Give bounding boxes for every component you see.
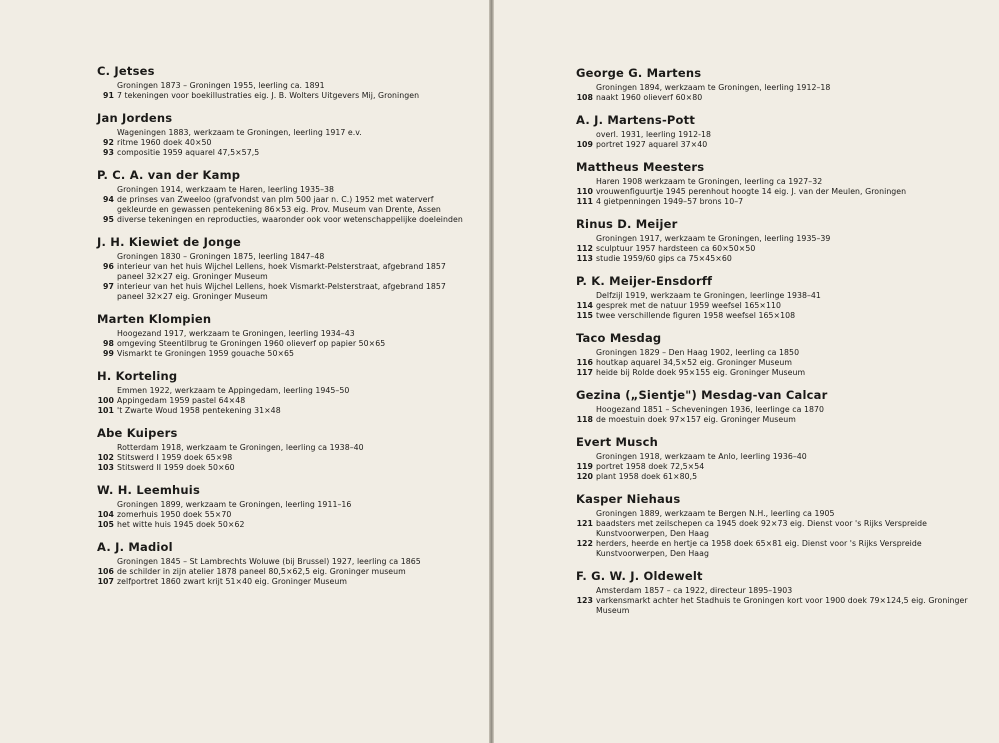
work-item <box>97 282 473 302</box>
work-item <box>576 187 979 197</box>
work-description: heide bij Rolde doek 95×155 eig. Groninger Museum <box>596 368 806 377</box>
work-number: 98 <box>103 339 114 348</box>
work-item <box>97 453 473 463</box>
artist-name: W. H. Leemhuis <box>97 483 200 497</box>
work-item <box>97 339 473 349</box>
artist-name: Taco Mesdag <box>576 331 662 345</box>
work-item <box>97 510 473 520</box>
work-item <box>576 311 979 321</box>
work-item <box>576 519 979 539</box>
work-number: 96 <box>103 262 114 271</box>
artist-bio: Groningen 1899, werkzaam te Groningen, leerling 1911–16 <box>117 500 352 509</box>
work-description: 't Zwarte Woud 1958 pentekening 31×48 <box>117 406 281 415</box>
work-number: 107 <box>97 577 114 586</box>
work-item <box>97 148 473 158</box>
artist-bio: Groningen 1894, werkzaam te Groningen, leerling 1912–18 <box>596 83 831 92</box>
artist-name: A. J. Madiol <box>97 540 173 554</box>
catalog-entry <box>576 388 979 435</box>
work-description: naakt 1960 olieverf 60×80 <box>596 93 703 102</box>
work-description: Stitswerd I 1959 doek 65×98 <box>117 453 233 462</box>
work-item <box>97 520 473 530</box>
work-number: 109 <box>576 140 593 149</box>
work-description: portret 1927 aquarel 37×40 <box>596 140 708 149</box>
catalog-entry <box>576 217 979 274</box>
artist-name: J. H. Kiewiet de Jonge <box>97 235 242 249</box>
work-description: interieur van het huis Wijchel Lellens, hoek Vismarkt-Pelsterstraat, afgebrand 1857 paneel 32×27 eig. Groninger Museum <box>117 262 446 281</box>
artist-bio: Groningen 1914, werkzaam te Haren, leerling 1935–38 <box>117 185 335 194</box>
work-description: sculptuur 1957 hardsteen ca 60×50×50 <box>596 244 756 253</box>
work-description: twee verschillende figuren 1958 weefsel 165×108 <box>596 311 796 320</box>
work-description: compositie 1959 aquarel 47,5×57,5 <box>117 148 260 157</box>
catalog-entry <box>576 331 979 388</box>
work-item <box>576 539 979 559</box>
catalog-entry <box>576 435 979 492</box>
work-item <box>576 472 979 482</box>
catalog-entry <box>97 168 473 235</box>
work-number: 95 <box>103 215 114 224</box>
work-number: 99 <box>103 349 114 358</box>
catalog-entry <box>576 569 979 626</box>
work-description: baadsters met zeilschepen ca 1945 doek 92×73 eig. Dienst voor 's Rijks Verspreide Kunstvoorwerpen, Den Haag <box>596 519 927 538</box>
left-page <box>0 0 489 743</box>
artist-bio: Groningen 1829 – Den Haag 1902, leerling ca 1850 <box>596 348 800 357</box>
artist-name: H. Korteling <box>97 369 178 383</box>
artist-name: Kasper Niehaus <box>576 492 681 506</box>
artist-name: Jan Jordens <box>97 111 173 125</box>
artist-bio: Groningen 1845 – St Lambrechts Woluwe (bij Brussel) 1927, leerling ca 1865 <box>117 557 421 566</box>
work-number: 115 <box>576 311 593 320</box>
catalog-entry <box>576 113 979 160</box>
work-item <box>576 301 979 311</box>
work-number: 100 <box>97 396 114 405</box>
artist-bio: Amsterdam 1857 – ca 1922, directeur 1895–1903 <box>596 586 793 595</box>
work-description: vrouwenfiguurtje 1945 perenhout hoogte 14 eig. J. van der Meulen, Groningen <box>596 187 907 196</box>
work-number: 112 <box>576 244 593 253</box>
work-item <box>97 262 473 282</box>
artist-name: F. G. W. J. Oldewelt <box>576 569 703 583</box>
work-item <box>97 138 473 148</box>
artist-bio: Wageningen 1883, werkzaam te Groningen, leerling 1917 e.v. <box>117 128 362 137</box>
work-item <box>576 358 979 368</box>
work-number: 101 <box>97 406 114 415</box>
work-item <box>97 349 473 359</box>
artist-name: Evert Musch <box>576 435 659 449</box>
work-item <box>97 567 473 577</box>
work-description: Appingedam 1959 pastel 64×48 <box>117 396 246 405</box>
work-item <box>97 463 473 473</box>
artist-name: A. J. Martens-Pott <box>576 113 696 127</box>
artist-bio: Delfzijl 1919, werkzaam te Groningen, leerlinge 1938–41 <box>596 291 821 300</box>
artist-bio: Groningen 1889, werkzaam te Bergen N.H., leerling ca 1905 <box>596 509 835 518</box>
work-description: gesprek met de natuur 1959 weefsel 165×110 <box>596 301 782 310</box>
artist-bio: Groningen 1830 – Groningen 1875, leerling 1847–48 <box>117 252 325 261</box>
work-number: 91 <box>103 91 114 100</box>
work-description: portret 1958 doek 72,5×54 <box>596 462 705 471</box>
work-number: 111 <box>576 197 593 206</box>
catalog-entry <box>97 426 473 483</box>
work-description: het witte huis 1945 doek 50×62 <box>117 520 245 529</box>
artist-name: George G. Martens <box>576 66 702 80</box>
artist-name: P. K. Meijer-Ensdorff <box>576 274 713 288</box>
work-item <box>576 140 979 150</box>
right-page <box>494 0 999 743</box>
work-item <box>576 415 979 425</box>
work-item <box>97 195 473 215</box>
artist-name: Gezina („Sientje") Mesdag-van Calcar <box>576 388 828 402</box>
catalog-entry <box>97 64 473 111</box>
work-number: 116 <box>576 358 593 367</box>
work-description: plant 1958 doek 61×80,5 <box>596 472 698 481</box>
artist-bio: Haren 1908 werkzaam te Groningen, leerling ca 1927–32 <box>596 177 823 186</box>
work-description: 7 tekeningen voor boekillustraties eig. J. B. Wolters Uitgevers Mij, Groningen <box>117 91 420 100</box>
work-description: diverse tekeningen en reproducties, waaronder ook voor wetenschappelijke doeleinden <box>117 215 463 224</box>
work-number: 122 <box>576 539 593 548</box>
work-item <box>576 462 979 472</box>
work-item <box>97 215 473 225</box>
work-number: 102 <box>97 453 114 462</box>
artist-name: Abe Kuipers <box>97 426 178 440</box>
catalog-entry <box>576 66 979 113</box>
work-description: ritme 1960 doek 40×50 <box>117 138 212 147</box>
artist-bio: Groningen 1873 – Groningen 1955, leerling ca. 1891 <box>117 81 325 90</box>
catalog-entry <box>97 540 473 597</box>
work-number: 106 <box>97 567 114 576</box>
work-description: 4 gietpenningen 1949–57 brons 10–7 <box>596 197 744 206</box>
work-number: 97 <box>103 282 114 291</box>
artist-name: C. Jetses <box>97 64 155 78</box>
work-item <box>97 91 473 101</box>
artist-name: Rinus D. Meijer <box>576 217 678 231</box>
artist-bio: Emmen 1922, werkzaam te Appingedam, leerling 1945–50 <box>117 386 350 395</box>
artist-bio: Groningen 1918, werkzaam te Anlo, leerling 1936–40 <box>596 452 807 461</box>
work-item <box>97 577 473 587</box>
work-description: de moestuin doek 97×157 eig. Groninger Museum <box>596 415 796 424</box>
catalog-entry <box>97 483 473 540</box>
work-number: 113 <box>576 254 593 263</box>
artist-bio: Groningen 1917, werkzaam te Groningen, leerling 1935–39 <box>596 234 831 243</box>
artist-bio: Hoogezand 1917, werkzaam te Groningen, leerling 1934–43 <box>117 329 355 338</box>
work-description: de prinses van Zweeloo (grafvondst van plm 500 jaar n. C.) 1952 met waterverf gekleurde en gewassen pentekening 86×53 eig. Prov. Museum van Drente, Assen <box>117 195 441 214</box>
work-number: 118 <box>576 415 593 424</box>
work-number: 93 <box>103 148 114 157</box>
work-number: 117 <box>576 368 593 377</box>
work-description: herders, heerde en hertje ca 1958 doek 65×81 eig. Dienst voor 's Rijks Verspreide Kunstvoorwerpen, Den Haag <box>596 539 922 558</box>
artist-bio: overl. 1931, leerling 1912-18 <box>596 130 712 139</box>
catalog-entry <box>576 492 979 569</box>
work-description: zelfportret 1860 zwart krijt 51×40 eig. Groninger Museum <box>117 577 347 586</box>
work-description: Vismarkt te Groningen 1959 gouache 50×65 <box>117 349 295 358</box>
catalog-entry <box>576 274 979 331</box>
catalog-entry <box>576 160 979 217</box>
work-description: interieur van het huis Wijchel Lellens, hoek Vismarkt-Pelsterstraat, afgebrand 1857 paneel 32×27 eig. Groninger Museum <box>117 282 446 301</box>
work-description: houtkap aquarel 34,5×52 eig. Groninger Museum <box>596 358 793 367</box>
work-item <box>576 197 979 207</box>
work-item <box>576 254 979 264</box>
work-description: omgeving Steentilbrug te Groningen 1960 olieverf op papier 50×65 <box>117 339 386 348</box>
catalog-entry <box>97 369 473 426</box>
artist-bio: Rotterdam 1918, werkzaam te Groningen, leerling ca 1938–40 <box>117 443 364 452</box>
work-number: 94 <box>103 195 114 204</box>
work-item <box>576 244 979 254</box>
catalog-entry <box>97 111 473 168</box>
work-item <box>97 396 473 406</box>
work-number: 119 <box>576 462 593 471</box>
work-description: de schilder in zijn atelier 1878 paneel 80,5×62,5 eig. Groninger museum <box>117 567 406 576</box>
work-number: 108 <box>576 93 593 102</box>
catalog-entry <box>97 235 473 312</box>
artist-name: Marten Klompien <box>97 312 212 326</box>
work-number: 121 <box>576 519 593 528</box>
work-description: studie 1959/60 gips ca 75×45×60 <box>596 254 732 263</box>
work-number: 123 <box>576 596 593 605</box>
artist-name: Mattheus Meesters <box>576 160 705 174</box>
work-number: 104 <box>97 510 114 519</box>
work-item <box>576 596 979 616</box>
work-number: 105 <box>97 520 114 529</box>
work-item <box>576 368 979 378</box>
work-number: 103 <box>97 463 114 472</box>
work-item <box>576 93 979 103</box>
work-number: 120 <box>576 472 593 481</box>
work-description: Stitswerd II 1959 doek 50×60 <box>117 463 235 472</box>
artist-bio: Hoogezand 1851 – Scheveningen 1936, leerlinge ca 1870 <box>596 405 824 414</box>
catalog-entry <box>97 312 473 369</box>
artist-name: P. C. A. van der Kamp <box>97 168 241 182</box>
work-number: 92 <box>103 138 114 147</box>
work-item <box>97 406 473 416</box>
work-description: zomerhuis 1950 doek 55×70 <box>117 510 232 519</box>
work-description: varkensmarkt achter het Stadhuis te Groningen kort voor 1900 doek 79×124,5 eig. Groninger Museum <box>596 596 968 615</box>
work-number: 110 <box>576 187 593 196</box>
work-number: 114 <box>576 301 593 310</box>
